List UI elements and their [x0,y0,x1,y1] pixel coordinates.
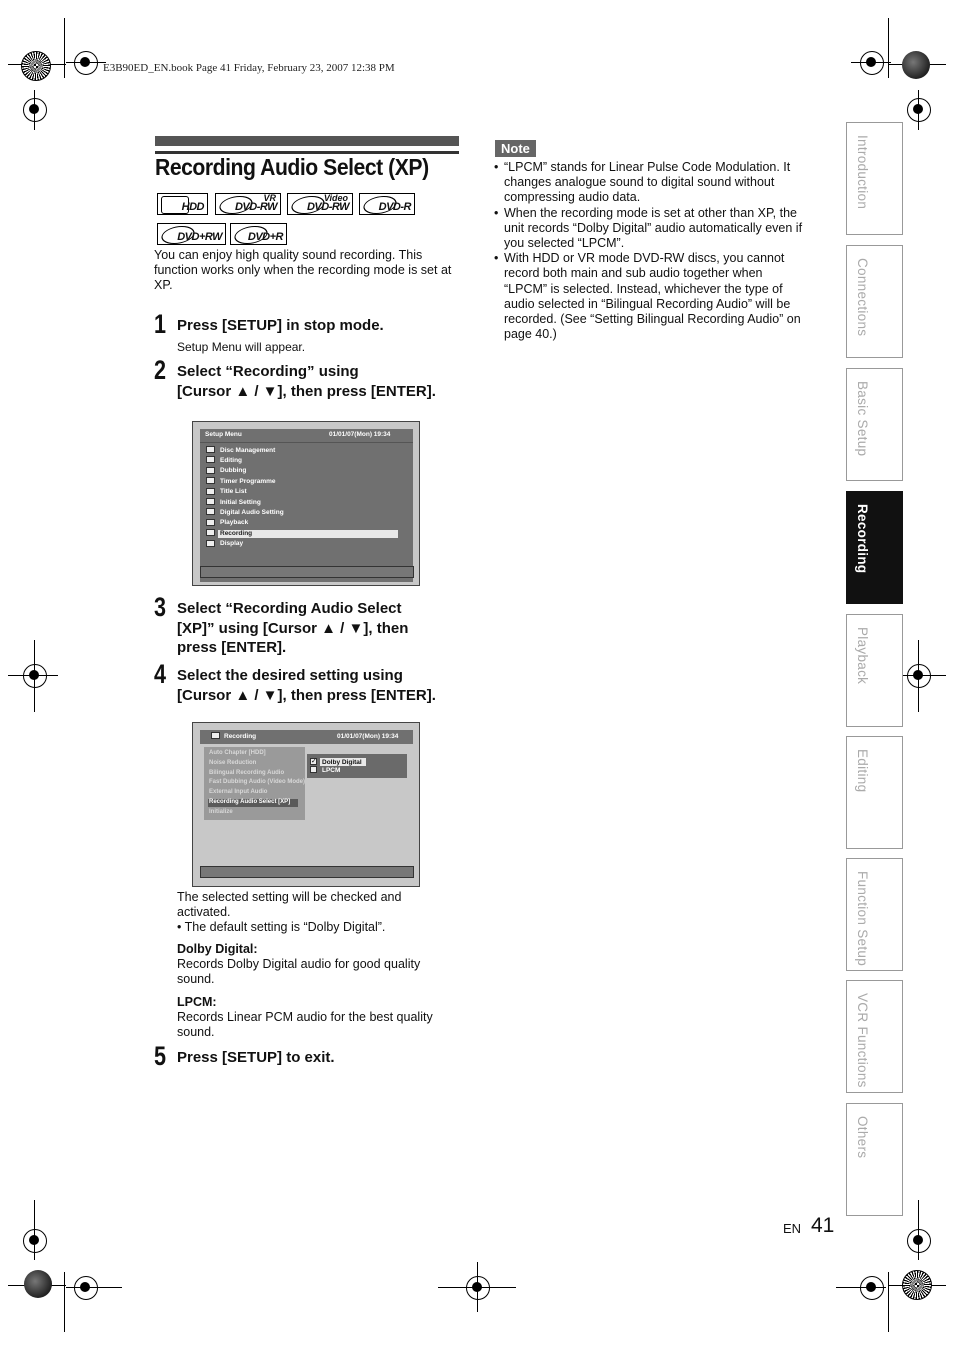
step-number: 2 [154,355,167,385]
dolby-description: Dolby Digital: Records Dolby Digital audio for good quality sound. [177,942,421,986]
checked-checkbox-icon[interactable]: ✓ [311,758,317,765]
option-item[interactable]: Dolby Digital [322,758,362,766]
menu-item-icon [206,529,215,536]
registration-target-icon [23,98,47,122]
menu-item[interactable]: Editing [220,456,243,464]
registration-target-icon [907,98,931,122]
page-title: Recording Audio Select (XP) [155,154,429,180]
step-number: 1 [154,309,167,339]
tab-basic-setup[interactable]: Basic Setup [846,368,903,481]
crop-mark [64,1272,65,1332]
registration-target-icon [466,1276,490,1300]
hdd-icon: HDD [157,193,208,215]
registration-target-icon [860,51,884,75]
menu-item[interactable]: Playback [220,519,249,527]
step-subtext: Setup Menu will appear. [177,340,306,354]
page-number: 41 [811,1214,835,1237]
option-item[interactable]: LPCM [322,766,341,774]
menu-item[interactable]: Display [220,540,244,548]
menu-item[interactable]: Disc Management [220,446,276,454]
screen-datetime: 01/01/07(Mon) 19:34 [329,431,391,438]
menu-item-icon [206,477,215,484]
menu-item-icon [206,467,215,474]
step-number: 5 [154,1041,167,1071]
submenu-item[interactable]: Bilingual Recording Audio [209,769,285,776]
recording-menu-screen [192,722,420,887]
tab-editing[interactable]: Editing [846,736,903,849]
step-number: 4 [154,659,167,689]
dvd-plus-r-icon: DVD+R [230,223,287,245]
dvd-rw-video-icon: Video DVD-RW [287,193,353,215]
dvd-rw-vr-icon: VR DVD-RW [215,193,281,215]
tab-introduction[interactable]: Introduction [846,122,903,235]
tab-others[interactable]: Others [846,1103,903,1216]
menu-item-icon [206,508,215,515]
registration-target-icon [23,1229,47,1253]
screen-title: Setup Menu [205,431,242,438]
title-rule [155,136,459,146]
menu-item[interactable]: Recording [220,529,253,537]
registration-ball-icon [24,1270,52,1298]
dvd-plus-rw-icon: DVD+RW [157,223,226,245]
screen-datetime: 01/01/07(Mon) 19:34 [337,733,399,740]
submenu-item[interactable]: External Input Audio [209,789,268,796]
menu-item[interactable]: Digital Audio Setting [220,508,284,516]
registration-starburst-icon [21,51,51,81]
tab-connections[interactable]: Connections [846,245,903,358]
step-heading: Press [SETUP] to exit. [177,1049,335,1066]
selection-explanation: The selected setting will be checked and activated. • The default setting is “Dolby Digital”. [177,890,402,934]
registration-target-icon [74,1276,98,1300]
submenu-item[interactable]: Noise Reduction [209,759,257,766]
note-list [494,160,804,342]
screen-title: Recording [224,733,257,740]
menu-item[interactable]: Dubbing [220,467,247,475]
step-heading: Select “Recording” using [Cursor ▲ / ▼], then press [ENTER]. [177,363,436,400]
screen-status-bar [200,566,414,578]
registration-target-icon [907,1229,931,1253]
recording-icon [211,732,220,739]
submenu-item[interactable]: Initialize [209,808,233,815]
tab-recording[interactable]: Recording [846,491,903,604]
crop-mark [888,18,889,78]
tab-vcr-functions[interactable]: VCR Functions [846,980,903,1093]
tab-playback[interactable]: Playback [846,614,903,727]
menu-item[interactable]: Initial Setting [220,498,261,506]
menu-item-icon [206,446,215,453]
registration-target-icon [74,51,98,75]
submenu-item[interactable]: Fast Dubbing Audio (Video Mode) [209,779,305,786]
setup-menu-screen [192,421,420,586]
intro-text: You can enjoy high quality sound recording. This function works only when the recording mode is set at XP. [154,248,452,292]
note-badge: Note [495,140,536,157]
registration-target-icon [23,664,47,688]
note-item: • When the recording mode is set at other than XP, the unit records “Dolby Digital” audio automatically even if you selected “LPCM”. [494,205,803,251]
menu-item-icon [206,519,215,526]
menu-item-icon [206,540,215,547]
step-heading: Select the desired setting using [Cursor ▲ / ▼], then press [ENTER]. [177,667,436,704]
checkbox-icon[interactable] [310,766,317,773]
menu-item[interactable]: Timer Programme [220,477,276,485]
menu-item[interactable]: Title List [220,488,247,496]
registration-target-icon [907,664,931,688]
submenu-item[interactable]: Recording Audio Select [XP] [209,799,291,805]
crop-mark [888,1272,889,1332]
step-heading: Select “Recording Audio Select [XP]” using [Cursor ▲ / ▼], then press [ENTER]. [177,600,409,656]
screen-status-bar [200,866,414,878]
menu-item-icon [206,488,215,495]
dvd-r-icon: DVD-R [359,193,415,215]
note-item: • “LPCM” stands for Linear Pulse Code Modulation. It changes analogue sound to digital sound without compressing audio data. [494,160,791,205]
registration-ball-icon [902,51,930,79]
registration-target-icon [860,1276,884,1300]
crop-mark [64,18,65,78]
menu-item-icon [206,498,215,505]
language-label: EN [783,1221,802,1236]
menu-item-icon [206,456,215,463]
file-info: E3B90ED_EN.book Page 41 Friday, February 23, 2007 12:38 PM [103,62,395,74]
submenu-item[interactable]: Auto Chapter [HDD] [209,750,266,756]
step-number: 3 [154,592,167,622]
note-item: • With HDD or VR mode DVD-RW discs, you cannot record both main and sub audio together when “LPCM” is selected. Instead, whichever the type of audio selected in “Bilingual Recording Audio” will be recorded. (See “Setting Bilingual Recording Audio” on page 40.) [494,251,801,342]
lpcm-description: LPCM: Records Linear PCM audio for the best quality sound. [177,995,433,1039]
tab-function-setup[interactable]: Function Setup [846,858,903,971]
registration-starburst-icon [902,1270,932,1300]
step-heading: Press [SETUP] in stop mode. [177,317,384,334]
